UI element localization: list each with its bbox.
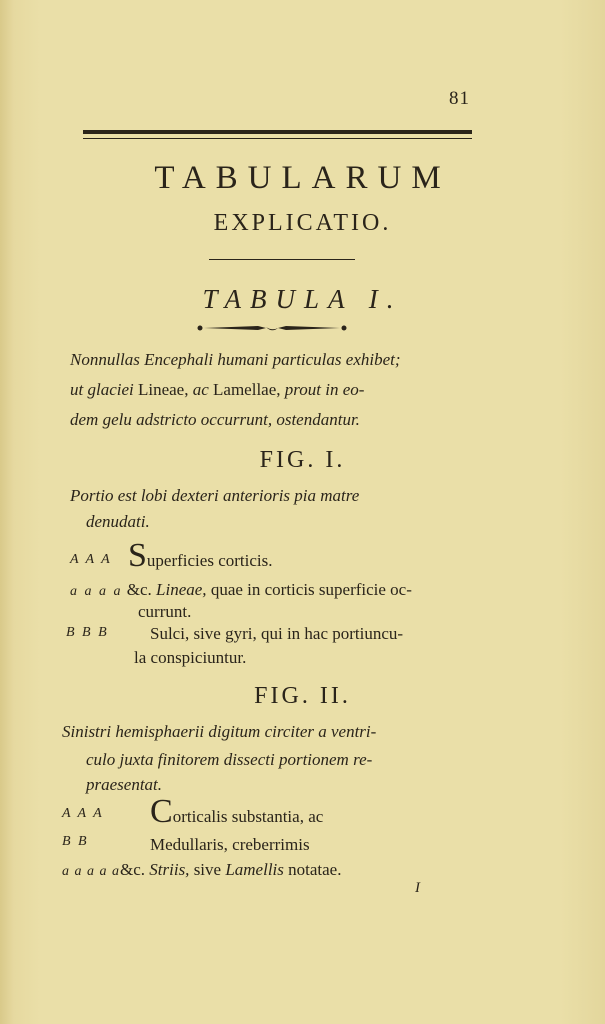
intro-text: Lamellae, [213, 380, 281, 399]
fig1-heading: FIG. I. [259, 447, 346, 473]
drop-cap: S [128, 537, 147, 574]
intro-text: Lineae, [137, 380, 189, 399]
intro-line-3: dem gelu adstricto occurrunt, ostendantur. [70, 410, 360, 429]
fig1-row-3-cont: la conspiciuntur. [134, 648, 247, 667]
title-explicatio: EXPLICATIO. [213, 210, 392, 236]
intro-text: ut glaciei [70, 380, 134, 399]
title-tabularum: TABULARUM [154, 160, 451, 196]
fig1-label-aaaa: a a a a [70, 584, 123, 599]
header-rule-thick [83, 130, 472, 134]
fig2-row-2: Medullaris, creberrimis [150, 835, 310, 854]
fig1-label-BBB: B B B [66, 625, 109, 640]
intro-text: ac [192, 380, 209, 399]
etc-text: &c. [120, 860, 146, 879]
intro-text: prout in eo- [284, 380, 365, 399]
fig2-heading: FIG. II. [254, 683, 351, 709]
fig2-desc-line-2: culo juxta finitorem dissecti portionem re- [86, 750, 373, 769]
intro-line-2 [70, 380, 364, 400]
row-text: notatae. [288, 860, 342, 879]
fig2-desc-line-3: praesentat. [86, 775, 163, 794]
fig2-label-aaaaa: a a a a a [62, 864, 120, 879]
etc-text: &c. [126, 580, 152, 599]
row-text: orticalis substantia, ac [172, 807, 324, 826]
tabula-heading: TABULA I. [202, 284, 403, 314]
fig1-row-3: Sulci, sive gyri, qui in hac portiuncu- [150, 624, 404, 643]
fig2-desc-line-1: Sinistri hemisphaerii digitum circiter a ventri- [62, 722, 377, 741]
intro-line-1: Nonnullas Encephali humani particulas exhibet; [70, 350, 401, 369]
fig1-row-2 [70, 580, 412, 600]
fig1-label-AAA: A A A [70, 552, 112, 567]
row-text: sive [193, 860, 222, 879]
row-italic: Striis, [149, 860, 190, 879]
fig2-row-1 [150, 795, 323, 829]
fig1-desc-line-2: denudati. [86, 512, 150, 531]
header-rule-thin [83, 138, 472, 139]
fig2-row-3 [62, 860, 341, 880]
title-divider [209, 259, 355, 260]
catchword: I [415, 880, 420, 896]
fig1-row-1 [128, 539, 272, 573]
ornament-icon [196, 322, 348, 334]
fig2-label-AAA: A A A [62, 806, 104, 821]
drop-cap: C [150, 793, 173, 830]
fig1-row-2-cont: currunt. [138, 602, 192, 621]
row-text: uperficies corticis. [146, 551, 273, 570]
row-text: quae in corticis superficie oc- [210, 580, 412, 599]
fig2-label-BB: B B [62, 834, 89, 849]
page-number: 81 [449, 88, 470, 109]
fig1-desc-line-1: Portio est lobi dexteri anterioris pia matre [70, 486, 360, 505]
row-italic: Lineae, [156, 580, 207, 599]
row-italic: Lamellis [225, 860, 284, 879]
